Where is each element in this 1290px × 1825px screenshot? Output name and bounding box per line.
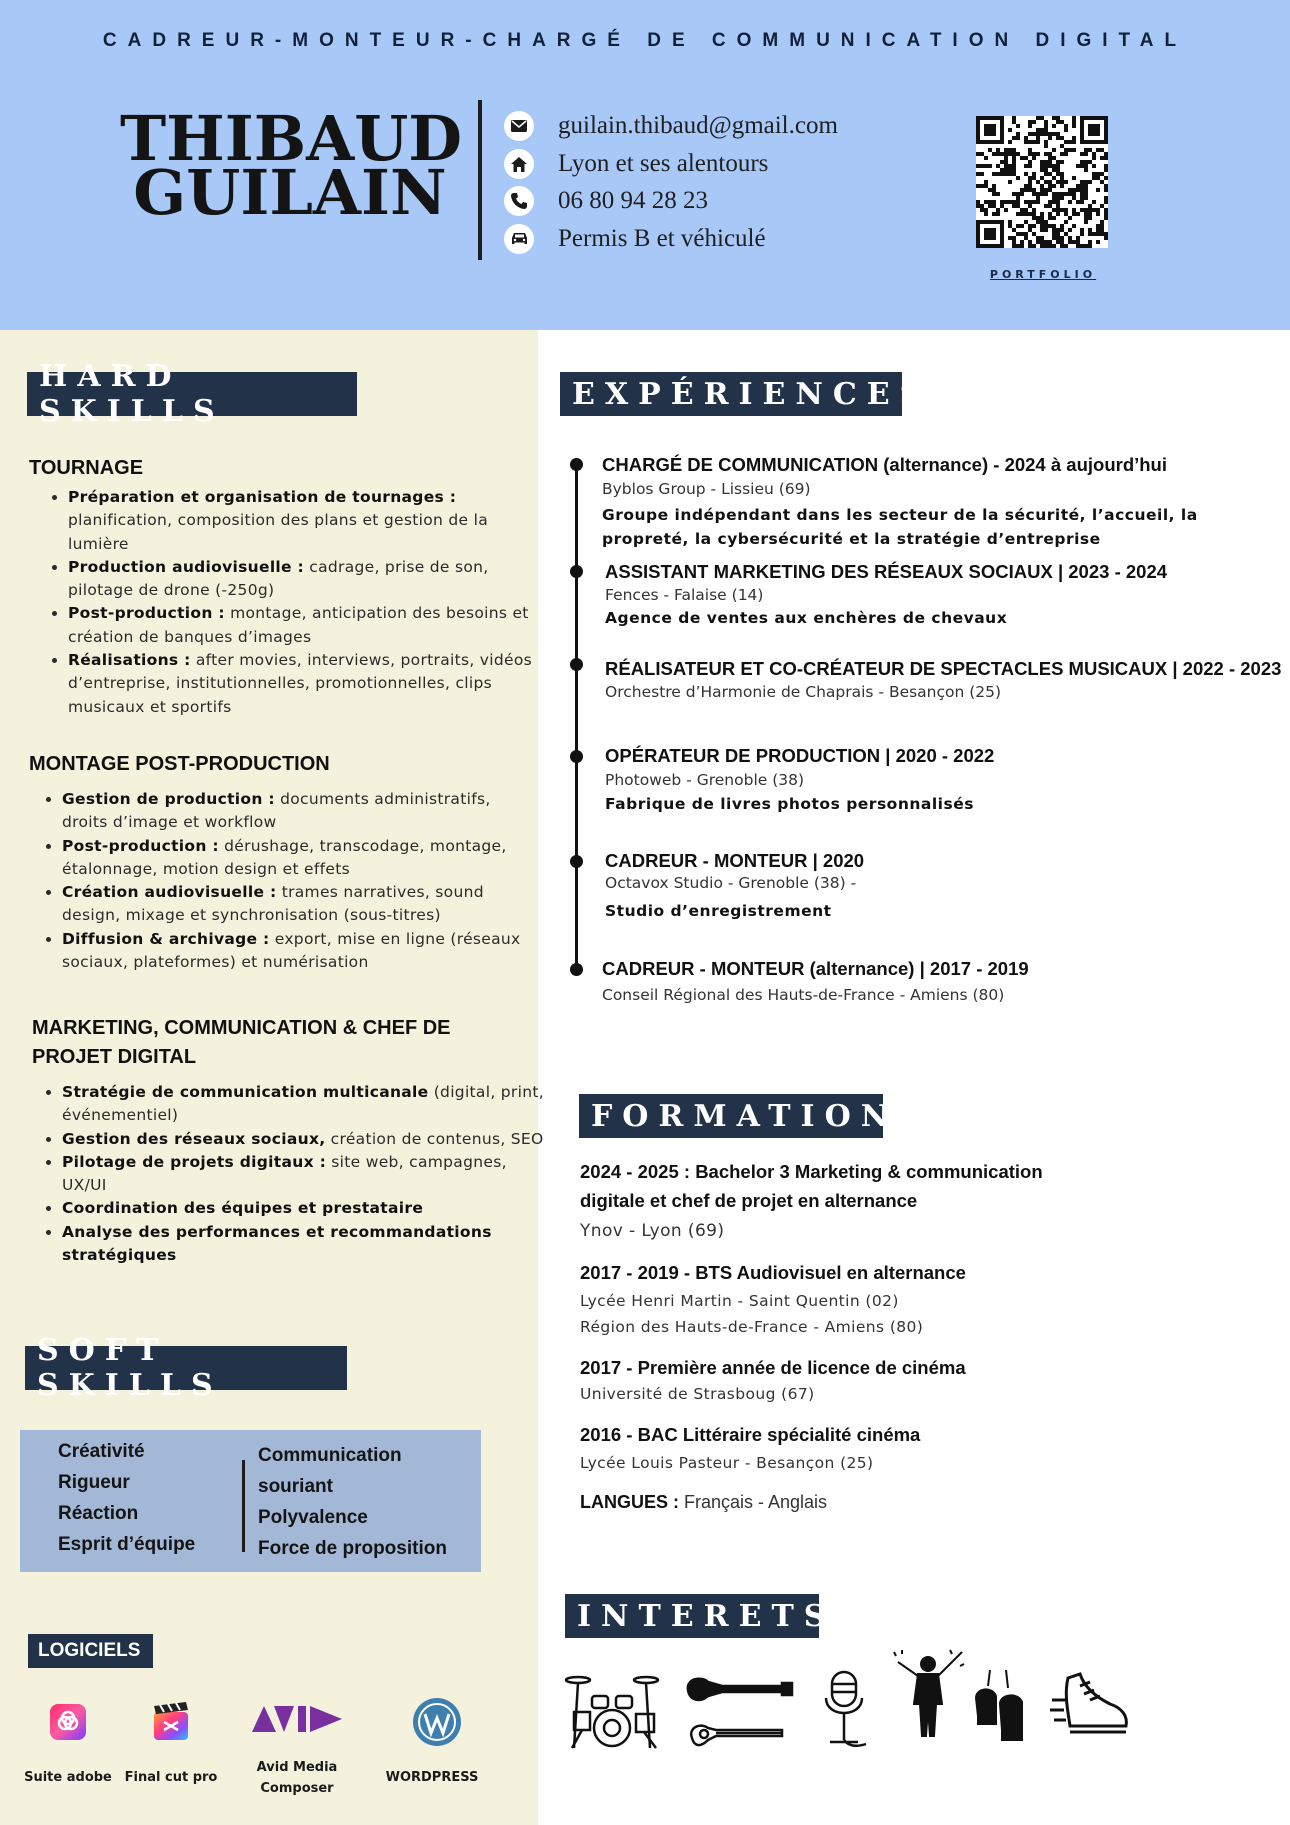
soft-skills-banner: SOFT SKILLS xyxy=(25,1346,347,1390)
formation-title: 2016 - BAC Littéraire spécialité cinéma xyxy=(580,1424,921,1445)
full-name xyxy=(120,102,463,229)
experience-description: Agence de ventes aux enchères de chevaux xyxy=(605,609,1008,627)
formation-title: 2024 - 2025 : Bachelor 3 Marketing & communication digitale et chef de projet en alternance xyxy=(580,1161,1043,1211)
soft-skills-col2 xyxy=(258,1440,447,1564)
experience-title: CADREUR - MONTEUR | 2020 xyxy=(605,850,865,871)
formation-school: Lycée Henri Martin - Saint Quentin (02) xyxy=(580,1292,899,1310)
languages-value: Français - Anglais xyxy=(679,1492,828,1512)
formation-school: Université de Strasboug (67) xyxy=(580,1385,815,1403)
guitar-icon xyxy=(682,1672,794,1754)
timeline-dot xyxy=(570,855,583,868)
experiences-banner: EXPÉRIENCES xyxy=(560,372,902,416)
mail-icon xyxy=(504,111,534,141)
formation-title: 2017 - 2019 - BTS Audiovisuel en alternance xyxy=(580,1262,966,1283)
hard-skills-banner: HARD SKILLS xyxy=(27,372,357,416)
soft-skill: Esprit d’équipe xyxy=(58,1534,196,1555)
list-item: • Diffusion & archivage : export, mise en ligne (réseaux sociaux, plateformes) et numérisation xyxy=(62,928,538,975)
list-item: • Pilotage de projets digitaux : site web, campagnes, UX/UI xyxy=(62,1151,546,1198)
header xyxy=(0,0,1290,330)
soft-skills-col1 xyxy=(58,1436,195,1560)
list-item: • Stratégie de communication multicanale (digital, print, événementiel) xyxy=(62,1081,546,1128)
license-text: Permis B et véhiculé xyxy=(558,225,766,252)
formation-school: Lycée Louis Pasteur - Besançon (25) xyxy=(580,1454,874,1472)
experience-title: RÉALISATEUR ET CO-CRÉATEUR DE SPECTACLES MUSICAUX | 2022 - 2023 xyxy=(605,658,1282,679)
phone-text: 06 80 94 28 23 xyxy=(558,187,708,214)
formation-school: Ynov - Lyon (69) xyxy=(580,1221,725,1241)
soft-skill: Réaction xyxy=(58,1503,139,1524)
list-item: • Réalisations : after movies, interviews, portraits, vidéos d’entreprise, institutionnelles, promotionnelles, clips musicaux et sportifs xyxy=(68,649,538,719)
software-banner: LOGICIELS xyxy=(28,1634,153,1668)
soft-skill: Créativité xyxy=(58,1441,145,1462)
timeline-line xyxy=(575,462,578,970)
soft-skill: Communication xyxy=(258,1445,402,1466)
tournage-list xyxy=(42,486,538,719)
experience-title: CADREUR - MONTEUR (alternance) | 2017 - 2019 xyxy=(602,958,1029,979)
running-shoe-icon xyxy=(1050,1670,1130,1740)
microphone-icon xyxy=(820,1670,868,1750)
timeline-dot xyxy=(570,750,583,763)
soft-skills-box xyxy=(20,1430,481,1572)
soft-skills-divider xyxy=(242,1460,245,1552)
marketing-list xyxy=(36,1081,546,1267)
contact-location xyxy=(504,147,768,181)
software-label: Suite adobe xyxy=(24,1770,112,1785)
interests-banner: INTERETS xyxy=(565,1594,819,1638)
contact-phone[interactable] xyxy=(504,184,708,218)
experience-company: Orchestre d’Harmonie de Chaprais - Besançon (25) xyxy=(605,683,1002,701)
list-item: • Gestion des réseaux sociaux, création de contenus, SEO xyxy=(62,1128,546,1151)
experience-company: Conseil Régional des Hauts-de-France - Amiens (80) xyxy=(602,986,1005,1004)
experience-description: Fabrique de livres photos personnalisés xyxy=(605,795,974,813)
languages-label: LANGUES : xyxy=(580,1492,679,1512)
job-title: CADREUR-MONTEUR-CHARGÉ DE COMMUNICATION DIGITAL xyxy=(102,30,1188,51)
last-name: GUILAIN xyxy=(133,156,447,229)
first-name: THIBAUD xyxy=(120,102,463,175)
formation-school: Région des Hauts-de-France - Amiens (80) xyxy=(580,1318,924,1336)
email-text: guilain.thibaud@gmail.com xyxy=(558,112,838,139)
qr-code-icon[interactable] xyxy=(976,116,1108,248)
languages-line xyxy=(580,1488,1180,1517)
section-title-tournage: TOURNAGE xyxy=(29,457,144,479)
experience-company: Byblos Group - Lissieu (69) xyxy=(602,480,811,498)
list-item: • Analyse des performances et recommandations stratégiques xyxy=(62,1221,546,1268)
timeline-dot xyxy=(570,658,583,671)
conductor-icon xyxy=(890,1648,966,1740)
experience-company: Fences - Falaise (14) xyxy=(605,586,764,604)
list-item: • Production audiovisuelle : cadrage, prise de son, pilotage de drone (-250g) xyxy=(68,556,538,603)
soft-skill: Rigueur xyxy=(58,1472,130,1493)
formation-banner: FORMATION xyxy=(579,1094,883,1138)
soft-skill: Polyvalence xyxy=(258,1507,368,1528)
portfolio-link[interactable]: PORTFOLIO xyxy=(989,268,1097,281)
software-label: Avid Media Composer xyxy=(256,1760,338,1796)
experience-title: ASSISTANT MARKETING DES RÉSEAUX SOCIAUX | 2023 - 2024 xyxy=(605,561,1168,582)
phone-icon xyxy=(504,186,534,216)
contact-license xyxy=(504,222,766,256)
timeline-dot xyxy=(570,458,583,471)
list-item: • Gestion de production : documents administratifs, droits d’image et workflow xyxy=(62,788,538,835)
avid-icon xyxy=(250,1702,344,1736)
car-icon xyxy=(504,224,534,254)
timeline-dot xyxy=(570,565,583,578)
montage-list xyxy=(36,788,538,974)
section-title-montage: MONTAGE POST-PRODUCTION xyxy=(29,753,330,775)
list-item: • Coordination des équipes et prestataire xyxy=(62,1197,546,1220)
list-item: • Post-production : dérushage, transcodage, montage, étalonnage, motion design et effets xyxy=(62,835,538,882)
experience-title: OPÉRATEUR DE PRODUCTION | 2020 - 2022 xyxy=(605,745,995,766)
boxing-gloves-icon xyxy=(972,1668,1026,1748)
software-label: WORDPRESS xyxy=(385,1770,479,1785)
list-item: • Post-production : montage, anticipation des besoins et création de banques d’images xyxy=(68,602,538,649)
list-item: • Préparation et organisation de tournages : planification, composition des plans et gestion de la lumière xyxy=(68,486,538,556)
experience-company: Photoweb - Grenoble (38) xyxy=(605,771,805,789)
contact-email[interactable] xyxy=(504,109,838,143)
soft-skill: souriant xyxy=(258,1476,333,1497)
final-cut-icon xyxy=(150,1700,192,1742)
home-icon xyxy=(504,149,534,179)
list-item: • Création audiovisuelle : trames narratives, sound design, mixage et synchronisation (sous-titres) xyxy=(62,881,538,928)
header-divider xyxy=(478,100,482,260)
experience-description: Groupe indépendant dans les secteur de la sécurité, l’accueil, la propreté, la cybersécurité et la stratégie d’entreprise xyxy=(602,506,1198,548)
software-label: Final cut pro xyxy=(124,1770,218,1785)
experience-title: CHARGÉ DE COMMUNICATION (alternance) - 2024 à aujourd’hui xyxy=(602,454,1167,475)
timeline-dot xyxy=(570,963,583,976)
experience-company: Octavox Studio - Grenoble (38) - xyxy=(605,874,857,892)
soft-skill: Force de proposition xyxy=(258,1538,447,1559)
drum-kit-icon xyxy=(564,1670,660,1750)
wordpress-icon xyxy=(412,1697,462,1747)
adobe-cc-icon xyxy=(48,1702,88,1742)
experience-description: Studio d’enregistrement xyxy=(605,902,832,920)
section-title-marketing: MARKETING, COMMUNICATION & CHEF DE PROJET DIGITAL xyxy=(32,1017,451,1068)
location-text: Lyon et ses alentours xyxy=(558,150,769,177)
formation-title: 2017 - Première année de licence de cinéma xyxy=(580,1357,966,1378)
